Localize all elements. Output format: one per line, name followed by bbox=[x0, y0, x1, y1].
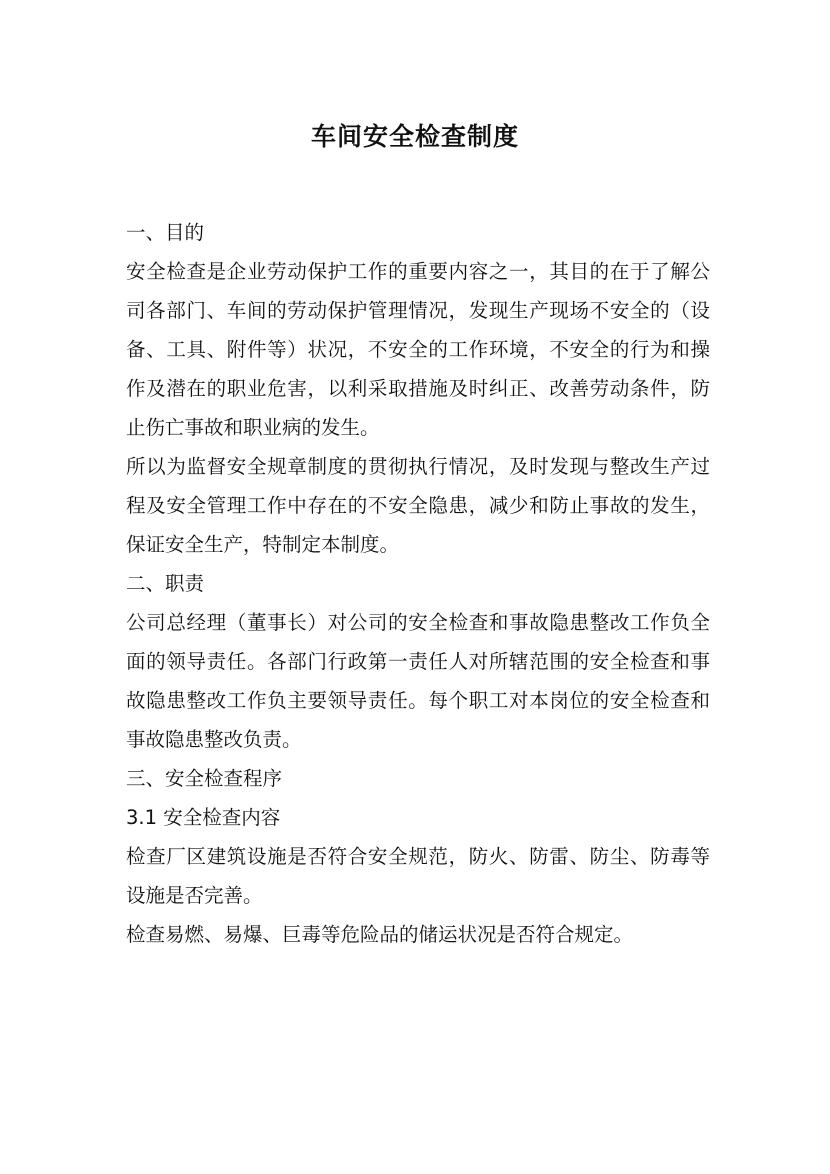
subsection-heading: 3.1 安全检查内容 bbox=[126, 806, 281, 829]
body-paragraph: 公司总经理（董事长）对公司的安全检查和事故隐患整改工作负全面的领导责任。各部门行政第一责任人对所辖范围的安全检查和事故隐患整改工作负主要领导责任。每个职工对本岗位的安全检查和事故隐患整改负责。 bbox=[126, 611, 710, 751]
body-paragraph: 检查厂区建筑设施是否符合安全规范，防火、防雷、防尘、防毒等设施是否完善。 bbox=[126, 845, 710, 907]
document-title: 车间安全检查制度 bbox=[310, 122, 519, 151]
section-heading: 三、安全检查程序 bbox=[126, 767, 283, 790]
section-heading: 二、职责 bbox=[126, 572, 205, 595]
body-paragraph: 检查易燃、易爆、巨毒等危险品的储运状况是否符合规定。 bbox=[126, 923, 634, 946]
section-heading: 一、目的 bbox=[126, 221, 205, 244]
document-body bbox=[126, 213, 710, 954]
body-paragraph: 安全检查是企业劳动保护工作的重要内容之一，其目的在于了解公司各部门、车间的劳动保护管理情况，发现生产现场不安全的（设备、工具、附件等）状况，不安全的工作环境，不安全的行为和操作及潜在的职业危害，以利采取措施及时纠正、改善劳动条件，防止伤亡事故和职业病的发生。 bbox=[126, 260, 710, 439]
body-paragraph: 所以为监督安全规章制度的贯彻执行情况，及时发现与整改生产过程及安全管理工作中存在的不安全隐患，减少和防止事故的发生，保证安全生产，特制定本制度。 bbox=[126, 455, 710, 556]
